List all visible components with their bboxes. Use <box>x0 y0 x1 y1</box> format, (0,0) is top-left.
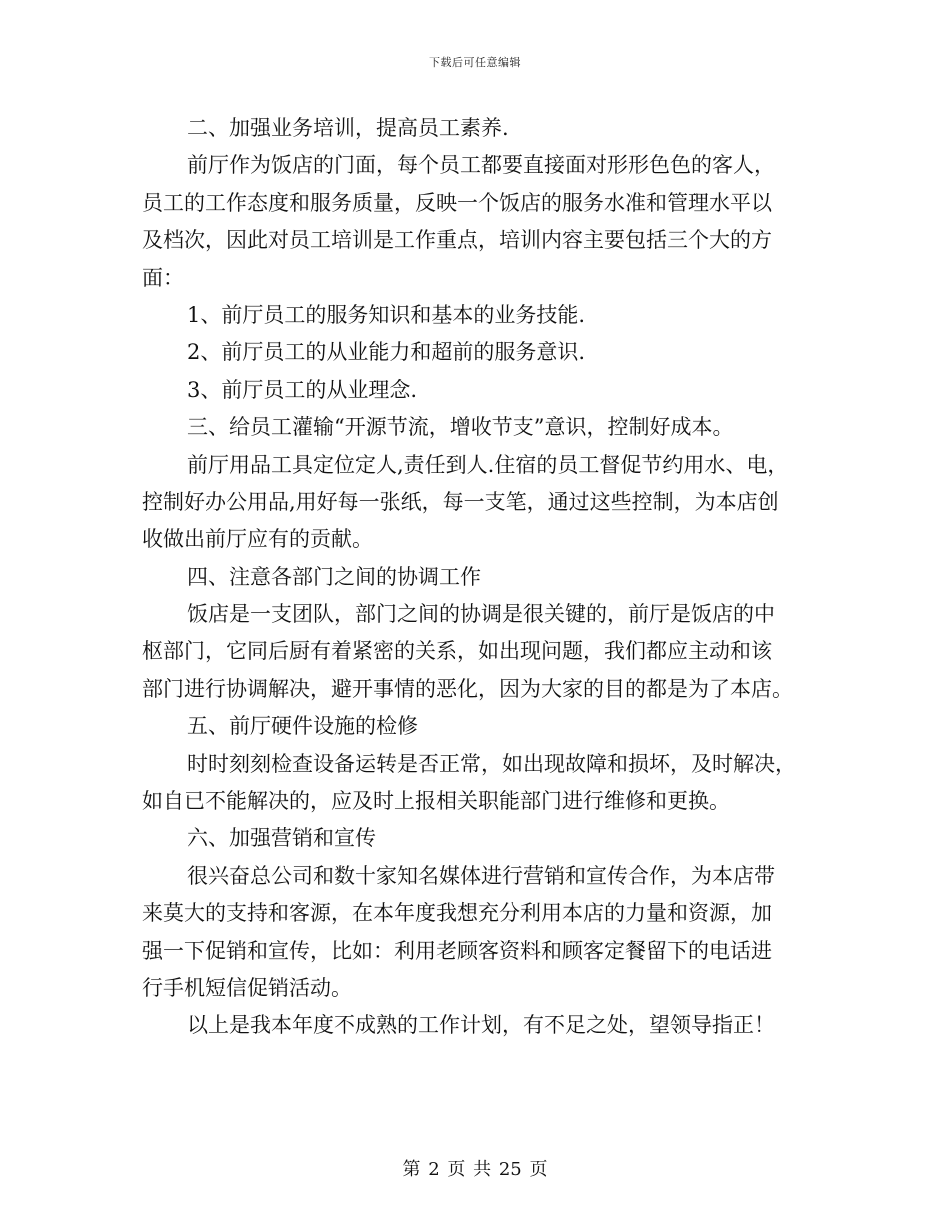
paragraph-line: 很兴奋总公司和数十家知名媒体进行营销和宣传合作，为本店带 <box>187 863 775 888</box>
section-heading-cost-control: 三、给员工灌输“开源节流，增收节支”意识，控制好成本。 <box>187 415 734 440</box>
section-heading-maintenance: 五、前厅硬件设施的检修 <box>187 714 418 739</box>
paragraph-line: 饭店是一支团队，部门之间的协调是很关键的，前厅是饭店的中 <box>187 602 775 627</box>
paragraph-line: 员工的工作态度和服务质量，反映一个饭店的服务水准和管理水平以 <box>142 190 772 215</box>
paragraph-line: 时时刻刻检查设备运转是否正常，如出现故障和损坏，及时解决， <box>187 751 796 776</box>
section-heading-coordination: 四、注意各部门之间的协调工作 <box>187 564 481 589</box>
closing-statement: 以上是我本年度不成熟的工作计划，有不足之处，望领导指正！ <box>187 1013 775 1038</box>
section-heading-training: 二、加强业务培训，提高员工素养. <box>187 116 509 140</box>
paragraph-line: 前厅用品工具定位定人,责任到人.住宿的员工督促节约用水、电， <box>187 452 789 477</box>
section-heading-marketing: 六、加强营销和宣传 <box>187 826 376 851</box>
paragraph-line: 收做出前厅应有的贡献。 <box>142 527 373 552</box>
paragraph-line: 枢部门，它同后厨有着紧密的关系，如出现问题，我们都应主动和该 <box>142 639 772 664</box>
list-item: 2、前厅员工的从业能力和超前的服务意识. <box>187 340 586 365</box>
paragraph-line: 前厅作为饭店的门面，每个员工都要直接面对形形色色的客人， <box>187 153 775 178</box>
paragraph-line: 行手机短信促销活动。 <box>142 975 352 1000</box>
paragraph-line: 强一下促销和宣传，比如：利用老顾客资料和顾客定餐留下的电话进 <box>142 938 772 963</box>
paragraph-line: 面： <box>142 265 184 290</box>
document-body <box>142 110 810 1045</box>
page-number-footer: 第 2 页 共 25 页 <box>402 1159 548 1180</box>
page-header: 下载后可任意编辑 <box>429 56 521 69</box>
paragraph-line: 来莫大的支持和客源，在本年度我想充分利用本店的力量和资源，加 <box>142 901 772 926</box>
paragraph-line: 及档次，因此对员工培训是工作重点，培训内容主要包括三个大的方 <box>142 228 772 253</box>
paragraph-line: 如自已不能解决的，应及时上报相关职能部门进行维修和更换。 <box>142 789 730 814</box>
list-item: 1、前厅员工的服务知识和基本的业务技能. <box>187 302 586 327</box>
list-item: 3、前厅员工的从业理念. <box>187 377 418 402</box>
paragraph-line: 部门进行协调解决，避开事情的恶化，因为大家的目的都是为了本店。 <box>142 676 793 701</box>
paragraph-line: 控制好办公用品,用好每一张纸，每一支笔，通过这些控制，为本店创 <box>142 489 779 514</box>
